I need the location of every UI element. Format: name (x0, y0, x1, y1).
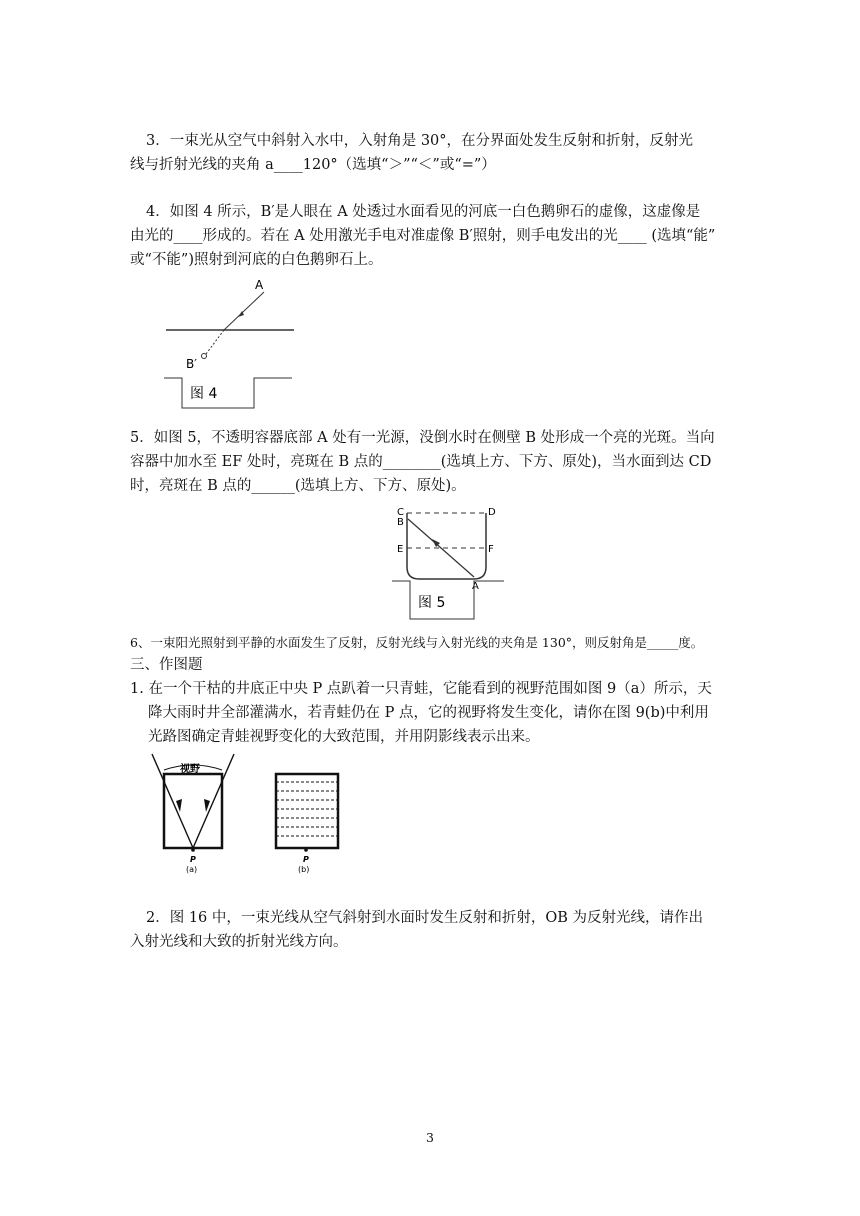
water-dash-lines (276, 782, 338, 836)
figure-9a (150, 752, 240, 878)
caption-a: (a) (186, 865, 198, 874)
figure-5-caption: 图 5 (418, 595, 446, 611)
q5-line1: 5．如图 5，不透明容器底部 A 处有一光源，没倒水时在侧壁 B 处形成一个亮的光斑。当向 (130, 430, 715, 446)
q3-line2: 线与折射光线的夹角 a____120°（选填“＞”“＜”或“=”） (130, 157, 496, 173)
well-outline (164, 774, 222, 848)
label-p-b: P (303, 855, 309, 864)
page-number: 3 (426, 1130, 434, 1145)
view-label: 视野 (180, 764, 200, 775)
q3-line1: 3．一束光从空气中斜射入水中，入射角是 30°，在分界面处发生反射和折射，反射光 (146, 133, 694, 149)
label-f: F (488, 544, 494, 555)
q5-line2: 容器中加水至 EF 处时，亮斑在 B 点的________(选填上方、下方、原处)，当水面到达 CD (130, 454, 712, 470)
figure-9b (268, 768, 348, 878)
sight-line-dotted (206, 330, 224, 354)
q4-line1: 4．如图 4 所示，B′是人眼在 A 处透过水面看见的河底一白色鹅卵石的虚像，这虚像是 (146, 204, 701, 220)
d2-line2: 入射光线和大致的折射光线方向。 (130, 934, 348, 950)
figure-4-caption: 图 4 (190, 386, 218, 402)
label-b-prime: B′ (186, 357, 197, 371)
d2-line1: 2．图 16 中，一束光线从空气斜射到水面时发生反射和折射，OB 为反射光线，请作出 (146, 910, 704, 926)
q6-text: 6、一束阳光照射到平静的水面发生了反射，反射光线与入射光线的夹角是 130°，则反射角是_____度。 (130, 635, 704, 650)
section-heading: 三、作图题 (130, 657, 203, 673)
caption-frame (392, 581, 504, 619)
virtual-image-point (202, 354, 207, 359)
label-b: B (397, 517, 404, 528)
label-e: E (397, 544, 404, 555)
label-d: D (488, 507, 496, 518)
point-p (304, 848, 308, 852)
label-a: A (472, 581, 479, 592)
q5-line3: 时，亮斑在 B 点的______(选填上方、下方、原处)。 (130, 478, 466, 494)
d1-line3: 光路图确定青蛙视野变化的大致范围，并用阴影线表示出来。 (148, 729, 540, 745)
figure-5 (392, 505, 508, 621)
container-outline (407, 513, 486, 579)
label-c: C (397, 507, 404, 518)
label-p-a: P (190, 855, 196, 864)
caption-b: (b) (298, 865, 310, 874)
figure-4 (160, 278, 300, 410)
point-p (191, 848, 195, 852)
q4-line3: 或“不能”)照射到河底的白色鹅卵石上。 (130, 252, 383, 268)
q4-line2: 由光的____形成的。若在 A 处用激光手电对准虚像 B′照射，则手电发出的光____ (选填“能” (130, 228, 716, 244)
caption-frame (164, 378, 292, 408)
d1-line1: 1. 在一个干枯的井底正中央 P 点趴着一只青蛙，它能看到的视野范围如图 9（a）所示，天 (130, 681, 712, 697)
flooded-well-outline (276, 774, 338, 848)
label-a: A (255, 278, 264, 292)
sight-line-solid (224, 292, 264, 330)
d1-line2: 降大雨时井全部灌满水，若青蛙仍在 P 点，它的视野将发生变化，请你在图 9(b)中利用 (148, 705, 709, 721)
